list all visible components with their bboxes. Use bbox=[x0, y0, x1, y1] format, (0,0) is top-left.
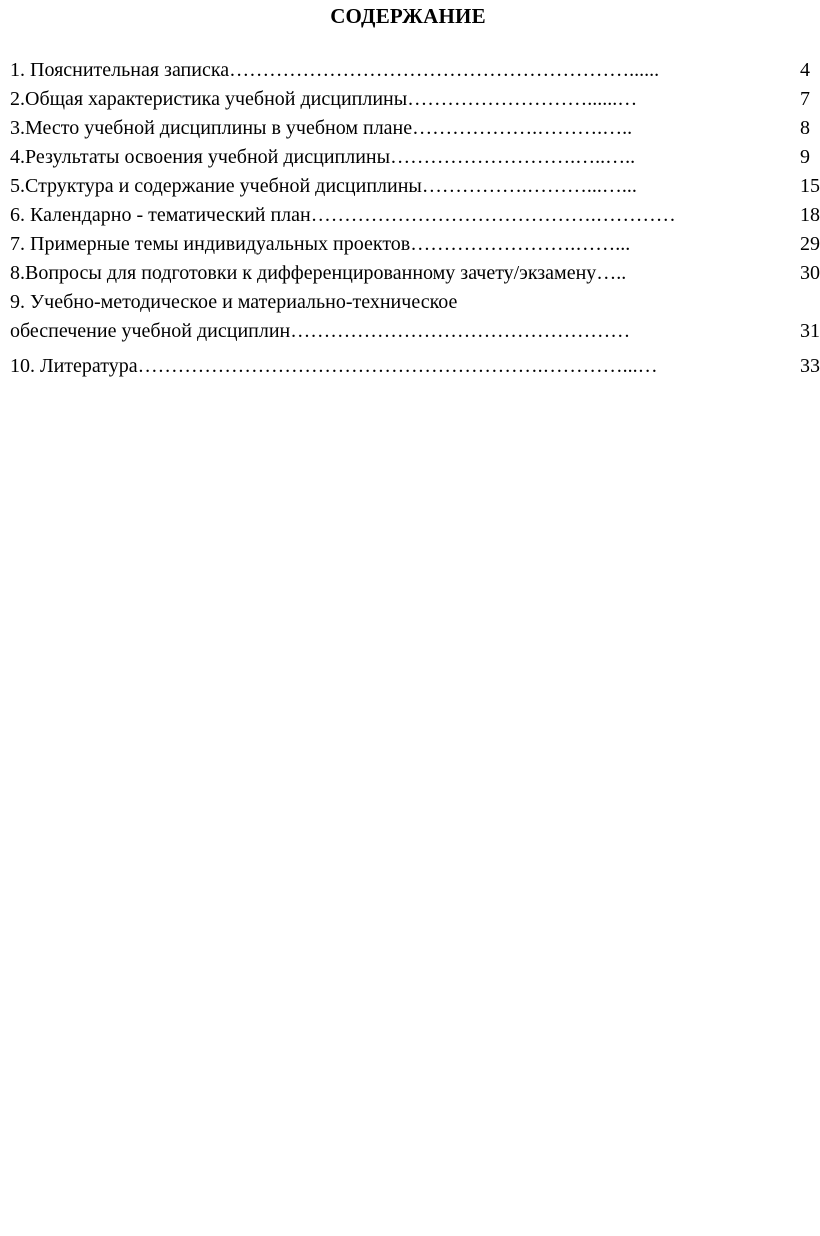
toc-entry-text: 2.Общая характеристика учебной дисциплины bbox=[10, 88, 408, 110]
toc-entry bbox=[10, 114, 816, 143]
toc-entry bbox=[10, 143, 816, 172]
toc-entry-text: 4.Результаты освоения учебной дисциплины bbox=[10, 146, 391, 168]
toc-entry bbox=[10, 85, 816, 114]
toc-leader-dots: …………………………………………………….…………...… bbox=[137, 355, 658, 377]
table-of-contents bbox=[10, 56, 820, 381]
toc-leader-dots: …………………………………………… bbox=[290, 320, 631, 342]
toc-leader-dots: ……………………………………………………...... bbox=[229, 59, 660, 81]
toc-entry-text-line2: обеспечение учебной дисциплин bbox=[10, 320, 291, 342]
toc-leader-dots: ………………………......… bbox=[407, 88, 638, 110]
toc-page-number: 33 bbox=[800, 355, 820, 377]
toc-page-number: 9 bbox=[800, 146, 810, 168]
toc-leader-dots: …………………………………….………… bbox=[310, 204, 676, 226]
document-title: СОДЕРЖАНИЕ bbox=[330, 4, 486, 28]
toc-entry-text: 1. Пояснительная записка bbox=[10, 59, 230, 81]
toc-entry-text-line1: 9. Учебно-методическое и материально-техническое bbox=[10, 291, 458, 313]
toc-entry-text: 8.Вопросы для подготовки к дифференцированному зачету/экзамену bbox=[10, 262, 597, 284]
toc-entry bbox=[10, 352, 820, 381]
toc-leader-dots: ….. bbox=[596, 262, 627, 284]
toc-page-number: 18 bbox=[800, 204, 820, 226]
toc-entry-text: 6. Календарно - тематический план bbox=[10, 204, 311, 226]
toc-entry bbox=[10, 288, 820, 346]
toc-page-number: 30 bbox=[800, 262, 820, 284]
toc-leader-dots: ……………….……….….. bbox=[412, 117, 633, 139]
toc-page-number: 7 bbox=[800, 88, 810, 110]
toc-page-number: 15 bbox=[800, 175, 820, 197]
toc-page-number: 4 bbox=[800, 59, 810, 81]
toc-entry-text: 3.Место учебной дисциплины в учебном плане bbox=[10, 117, 413, 139]
toc-entry-text-line2-wrap bbox=[10, 317, 816, 346]
toc-entry bbox=[10, 201, 820, 230]
toc-entry bbox=[10, 56, 816, 85]
toc-leader-dots: …………………….……... bbox=[410, 233, 631, 255]
toc-entry bbox=[10, 172, 820, 201]
toc-entry-text: 10. Литература bbox=[10, 355, 138, 377]
toc-page-number: 31 bbox=[800, 320, 820, 342]
toc-entry-text: 5.Структура и содержание учебной дисциплины bbox=[10, 175, 422, 197]
toc-entry bbox=[10, 230, 820, 259]
toc-entry-text: 7. Примерные темы индивидуальных проектов bbox=[10, 233, 411, 255]
toc-leader-dots: ……………………….…..….. bbox=[390, 146, 636, 168]
toc-leader-dots: …………….………...…... bbox=[421, 175, 637, 197]
toc-page-number: 8 bbox=[800, 117, 810, 139]
toc-entry bbox=[10, 259, 820, 288]
toc-page-number: 29 bbox=[800, 233, 820, 255]
